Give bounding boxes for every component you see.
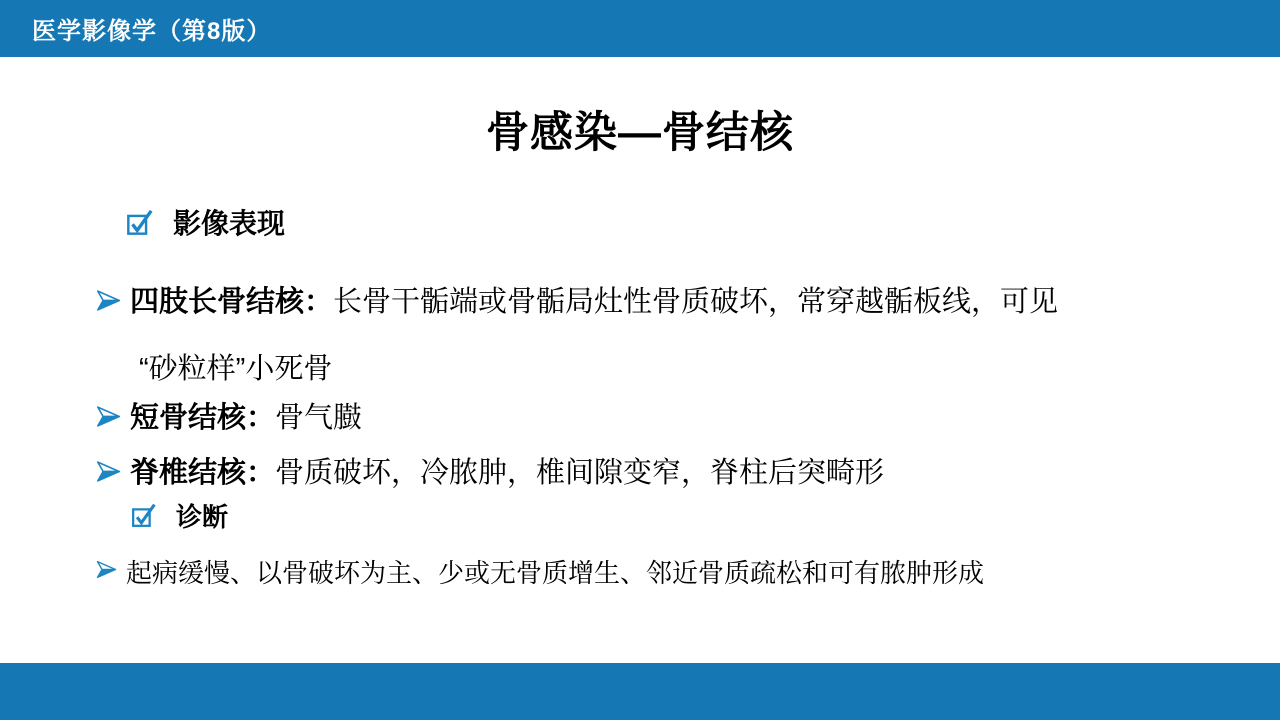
arrowhead-bullet-icon [96, 459, 121, 489]
bullet-text [130, 285, 1058, 321]
arrowhead-bullet-icon [96, 559, 117, 585]
bullet-label: 脊椎结核： [130, 457, 276, 489]
section-label: 诊断 [176, 502, 229, 533]
arrowhead-bullet-icon [96, 404, 121, 434]
footer-bar [0, 663, 1280, 720]
bullet-body: 骨气臌 [275, 402, 363, 434]
section-diagnosis [131, 502, 228, 533]
bullet-limb-long-bone-tb [96, 285, 1058, 321]
section-label: 影像表现 [173, 208, 286, 240]
bullet-limb-long-bone-tb-continuation: “砂粒样”小死骨 [139, 353, 333, 385]
arrowhead-bullet-icon [96, 288, 121, 318]
bullet-short-bone-tb [96, 401, 362, 437]
bullet-label: 四肢长骨结核： [130, 286, 334, 318]
bullet-diagnosis-summary [96, 557, 984, 589]
bullet-text [130, 456, 884, 492]
bullet-spinal-tb [96, 456, 884, 492]
bullet-text: 起病缓慢、以骨破坏为主、少或无骨质增生、邻近骨质疏松和可有脓肿形成 [126, 558, 985, 588]
bullet-body: 长骨干骺端或骨骺局灶性骨质破坏，常穿越骺板线，可见 [333, 286, 1059, 318]
bullet-text [130, 401, 362, 437]
book-title: 医学影像学（第8版） [32, 18, 272, 45]
checked-checkbox-icon [126, 208, 154, 241]
header-bar [0, 0, 1280, 57]
slide-title: 骨感染—骨结核 [486, 109, 794, 157]
section-imaging-findings [126, 208, 285, 241]
bullet-body: 骨质破坏，冷脓肿，椎间隙变窄，脊柱后突畸形 [275, 457, 885, 489]
checked-checkbox-icon [131, 502, 157, 533]
bullet-label: 短骨结核： [130, 402, 276, 434]
